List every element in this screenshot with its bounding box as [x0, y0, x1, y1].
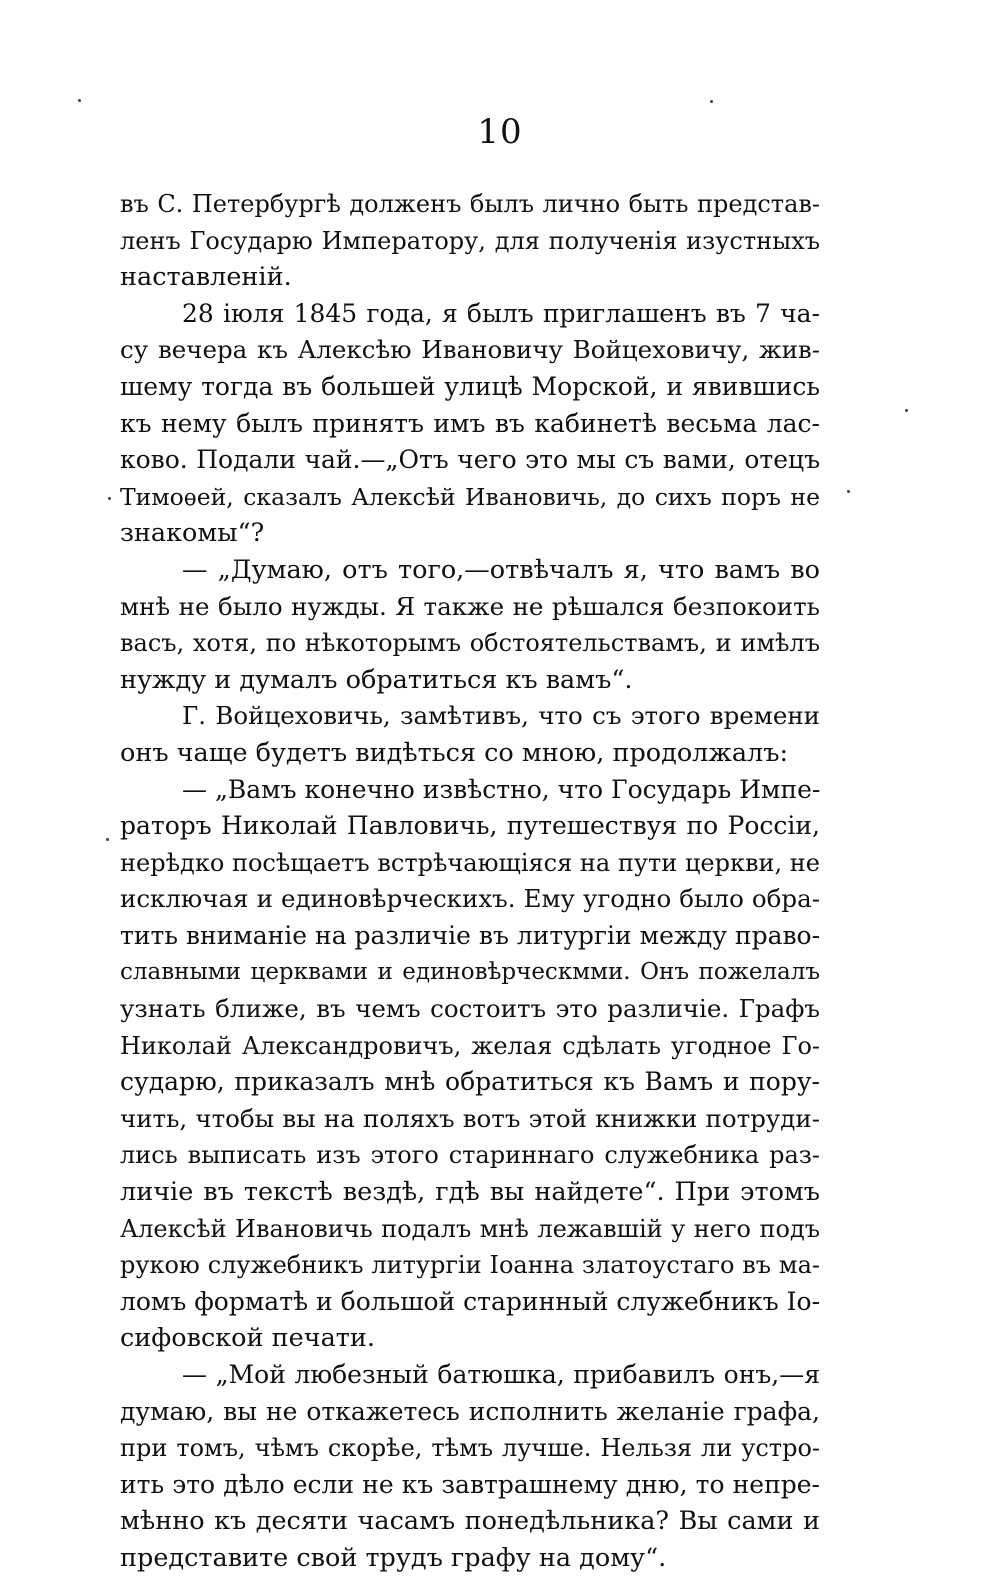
text-line: ленъ Государю Императору, для полученія изустныхъ — [120, 226, 820, 255]
text-line: — „Вамъ конечно извѣстно, что Государь Импе- — [182, 774, 821, 804]
text-line: раторъ Николай Павловичь, путешествуя по Россіи, — [120, 811, 820, 841]
scan-speck — [905, 409, 908, 412]
text-line: славными церквами и единовѣрческмми. Онъ пожелалъ — [120, 959, 820, 986]
scan-speck — [710, 100, 713, 103]
text-line: тить вниманіе на различіе въ литургіи между право- — [120, 920, 821, 950]
text-line: — „Думаю, отъ того,—отвѣчалъ я, что вамъ во — [182, 554, 820, 585]
text-line: рукою служебникъ литургіи Іоанна златоустаго въ ма- — [120, 1251, 820, 1280]
text-line: къ нему былъ принятъ имъ въ кабинетѣ весьма лас- — [120, 408, 820, 438]
text-line: сифовской печати. — [120, 1323, 375, 1354]
text-line: мѣнно къ десяти часамъ понедѣльника? Вы сами и — [120, 1506, 820, 1537]
text-line: чить, чтобы вы на поляхъ вотъ этой книжки потруди- — [120, 1103, 820, 1133]
text-line: су вечера къ Алексѣю Ивановичу Войцеховичу, жив- — [120, 335, 820, 365]
text-line: — „Мой любезный батюшка, прибавилъ онъ,—я — [182, 1360, 820, 1389]
scan-speck — [108, 497, 111, 500]
text-line: при томъ, чѣмъ скорѣе, тѣмъ лучше. Нельзя ли устро- — [120, 1434, 820, 1463]
text-line: Г. Войцеховичь, замѣтивъ, что съ этого времени — [182, 701, 820, 731]
text-line: ломъ форматѣ и большой старинный служебникъ Іо- — [120, 1286, 821, 1316]
text-line: личіе въ текстѣ вездѣ, гдѣ вы найдете“. При этомъ — [120, 1177, 820, 1208]
text-line: 28 іюля 1845 года, я былъ приглашенъ въ 7 ча- — [182, 298, 820, 328]
text-line: шему тогда въ большей улицѣ Морской, и явившись — [120, 371, 820, 401]
text-line: думаю, вы не откажетесь исполнить желаніе графа, — [120, 1396, 820, 1426]
text-line: нужду и думалъ обратиться къ вамъ“. — [120, 664, 633, 695]
text-line: мнѣ не было нужды. Я также не рѣшался безпокоить — [120, 591, 820, 621]
body-text — [120, 186, 820, 1577]
text-line: васъ, хотя, по нѣкоторымъ обстоятельствамъ, и имѣлъ — [120, 629, 820, 658]
text-line: Тимоѳей, сказалъ Алексѣй Ивановичь, до сихъ поръ не — [120, 482, 820, 511]
scan-speck — [78, 99, 81, 102]
text-line: нерѣдко посѣщаетъ встрѣчающіяся на пути церкви, не — [120, 848, 820, 877]
text-line: лись выписать изъ этого стариннаго служебника раз- — [120, 1141, 820, 1170]
scan-speck — [847, 490, 850, 493]
scan-speck — [106, 838, 109, 841]
text-line: ить это дѣло если не къ завтрашнему дню, то непре- — [120, 1469, 820, 1499]
text-line: представите свой трудъ графу на дому“. — [120, 1542, 667, 1573]
text-line: исключая и единовѣрческихъ. Ему угодно было обра- — [120, 884, 820, 914]
text-line: въ С. Петербургѣ долженъ былъ лично быть представ- — [120, 190, 820, 218]
page-number: 10 — [477, 112, 523, 152]
text-line: сударю, приказалъ мнѣ обратиться къ Вамъ и пору- — [120, 1067, 820, 1097]
text-line: знакомы“? — [120, 518, 265, 549]
text-line: узнать ближе, въ чемъ состоитъ это различіе. Графъ — [120, 994, 820, 1024]
text-line: онъ чаще будетъ видѣться со мною, продолжалъ: — [120, 737, 789, 768]
text-line: Николай Александровичъ, желая сдѣлать угодное Го- — [120, 1031, 820, 1060]
text-line: ково. Подали чай.—„Отъ чего это мы съ вами, отецъ — [120, 445, 820, 475]
text-line: Алексѣй Ивановичь подалъ мнѣ лежавшій у него подъ — [120, 1214, 820, 1243]
text-line: наставленій. — [120, 262, 292, 293]
